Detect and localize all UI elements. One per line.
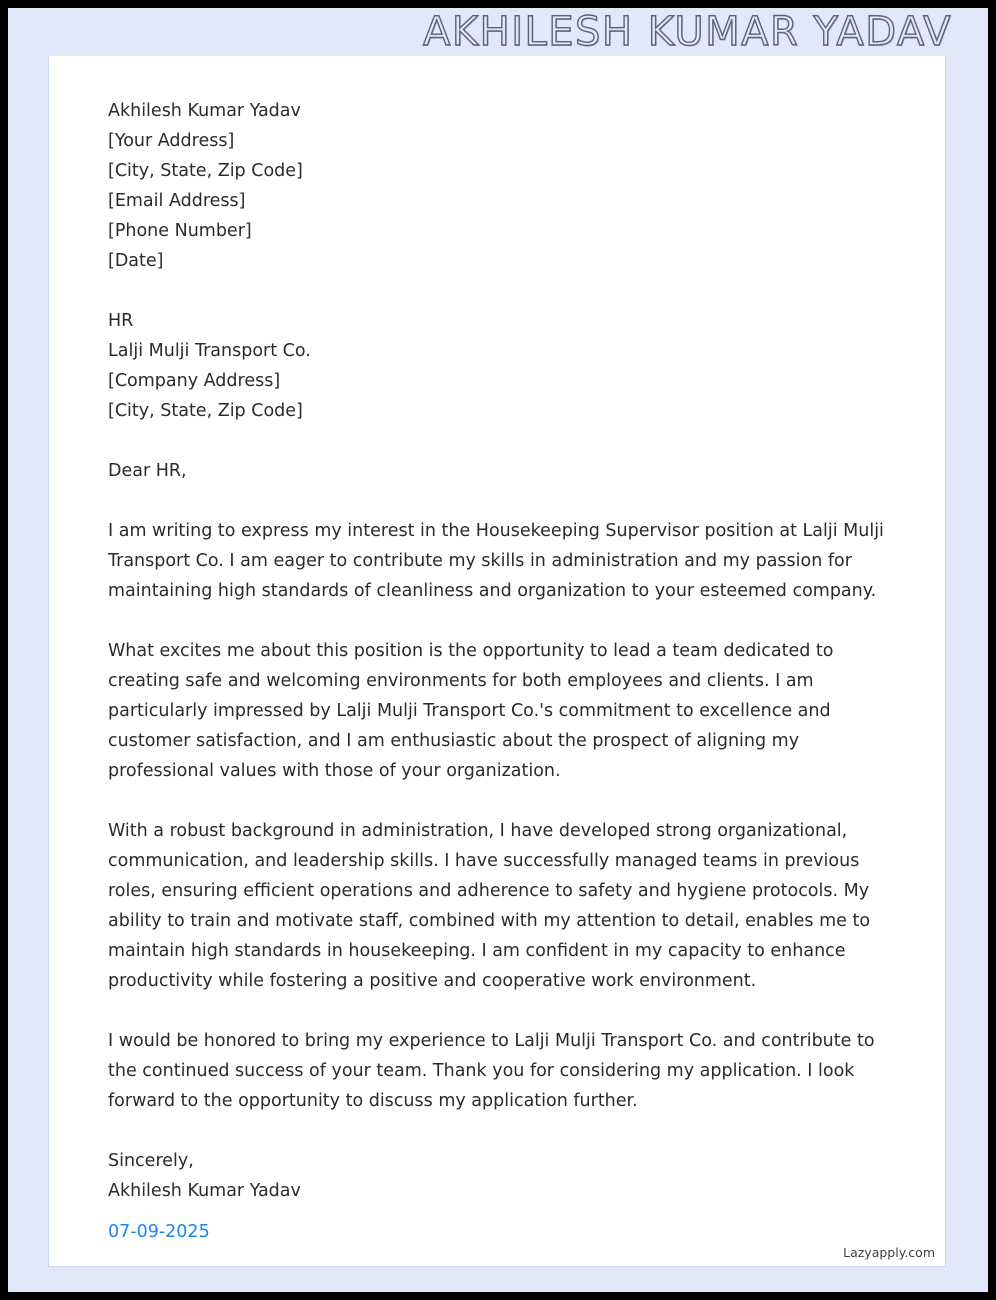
sender-address-block: [108, 96, 891, 276]
footer-watermark: Lazyapply.com: [843, 1245, 935, 1260]
letter-page: [48, 56, 946, 1267]
sender-phone: [Phone Number]: [108, 221, 252, 241]
letter-date: 07-09-2025: [108, 1222, 210, 1242]
body-paragraph-3: With a robust background in administration, I have developed strong organizational, communication, and leadership skills. I have successfully managed teams in previous roles, ensuring efficient operations and adherence to safety and hygiene protocols. My ability to train and motivate staff, combined with my attention to detail, enables me to maintain high standards in housekeeping. I am confident in my capacity to enhance productivity while fostering a positive and cooperative work environment.: [108, 821, 871, 991]
closing-block: [108, 1146, 891, 1247]
recipient-address: [Company Address]: [108, 371, 281, 391]
sender-address: [Your Address]: [108, 131, 235, 151]
recipient-company: Lalji Mulji Transport Co.: [108, 341, 311, 361]
page-title: AKHILESH KUMAR YADAV: [423, 9, 952, 55]
body-paragraph-1: I am writing to express my interest in the Housekeeping Supervisor position at Lalji Mulji Transport Co. I am eager to contribute my skills in administration and my passion for maintaining high standards of cleanliness and organization to your esteemed company.: [108, 521, 884, 601]
document-header: [8, 8, 988, 56]
valediction: Sincerely,: [108, 1151, 194, 1171]
sender-email: [Email Address]: [108, 191, 246, 211]
salutation: Dear HR,: [108, 461, 187, 481]
sender-city-state-zip: [City, State, Zip Code]: [108, 161, 303, 181]
sender-name: Akhilesh Kumar Yadav: [108, 101, 301, 121]
sender-date-placeholder: [Date]: [108, 251, 164, 271]
letter-body: [108, 96, 891, 1247]
body-paragraph-2: What excites me about this position is the opportunity to lead a team dedicated to creating safe and welcoming environments for both employees and clients. I am particularly impressed by Lalji Mulji Transport Co.'s commitment to excellence and customer satisfaction, and I am enthusiastic about the prospect of aligning my professional values with those of your organization.: [108, 641, 834, 781]
document-frame: [8, 8, 988, 1292]
signature-name: Akhilesh Kumar Yadav: [108, 1181, 301, 1201]
recipient-contact: HR: [108, 311, 134, 331]
recipient-city-state-zip: [City, State, Zip Code]: [108, 401, 303, 421]
recipient-address-block: [108, 306, 891, 426]
body-paragraph-4: I would be honored to bring my experience to Lalji Mulji Transport Co. and contribute to the continued success of your team. Thank you for considering my application. I look forward to the opportunity to discuss my application further.: [108, 1031, 875, 1111]
